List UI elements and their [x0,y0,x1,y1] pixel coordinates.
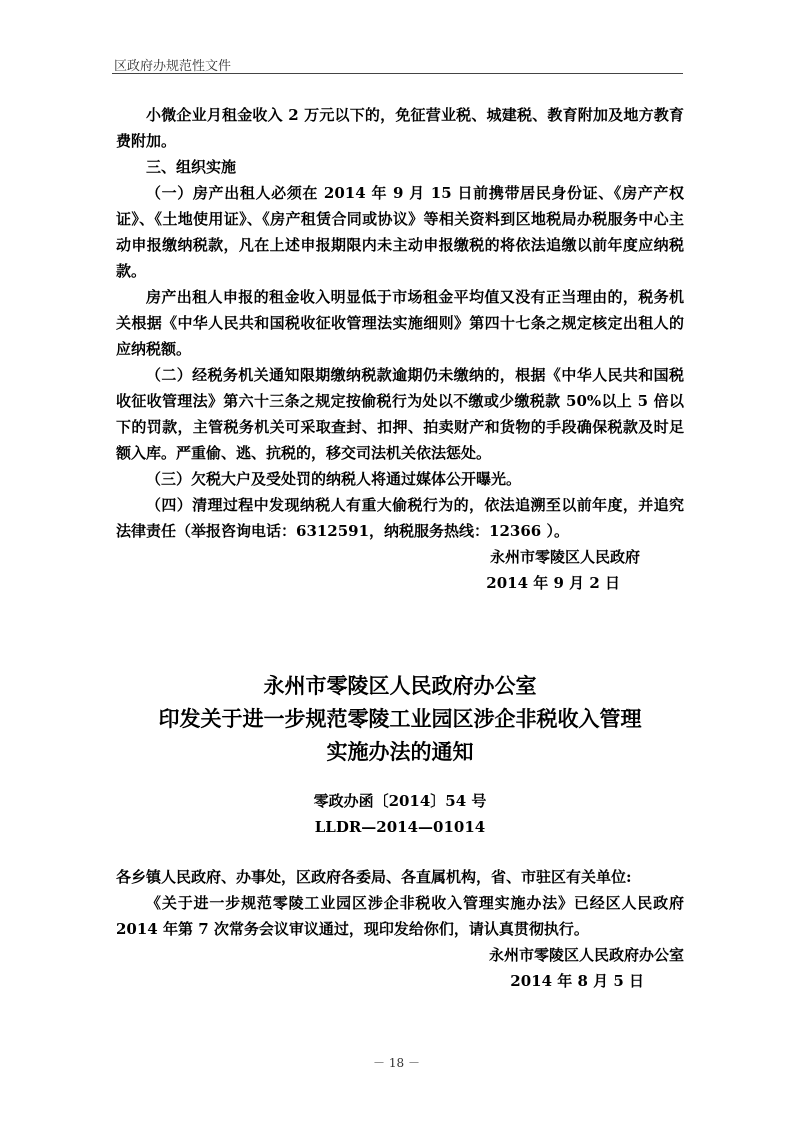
paragraph: （三）欠税大户及受处罚的纳税人将通过媒体公开曝光。 [146,470,522,488]
paragraph: （二）经税务机关通知限期缴纳税款逾期仍未缴纳的，根据《中华人民共和国税收征收管理法》第六十三条之规定按偷税行为处以不缴或少缴税款 50%以上 5 倍以下的罚款，主管税务机关可采取查封、扣押、拍卖财产和货物的手段确保税款及时足额入库。严重偷、逃、抗税的，移交司法机关依法惩处。 [116,366,684,462]
part1-body [116,102,684,596]
page-number: － 18 － [373,1056,420,1070]
document-number: 零政办函〔2014〕54 号 [313,792,487,810]
title-line: 永州市零陵区人民政府办公室 [263,674,537,698]
paragraph: 小微企业月租金收入 2 万元以下的，免征营业税、城建税、教育附加及地方教育费附加。 [116,106,684,150]
paragraph: （一）房产出租人必须在 2014 年 9 月 15 日前携带居民身份证、《房产产权证》、《土地使用证》、《房产租赁合同或协议》等相关资料到区地税局办税服务中心主动申报缴纳税款，凡在上述申报期限内未主动申报缴税的将依法追缴以前年度应纳税款。 [116,184,684,280]
document-code: LLDR—2014—01014 [314,818,486,836]
addressee: 各乡镇人民政府、办事处，区政府各委局、各直属机构，省、市驻区有关单位: [116,868,632,886]
paragraph: （四）清理过程中发现纳税人有重大偷税行为的，依法追溯至以前年度，并追究法律责任（举报咨询电话：6312591，纳税服务热线：12366 ）。 [116,496,684,540]
section-heading: 三、组织实施 [146,158,237,176]
notice-body [116,864,684,994]
signing-date: 2014 年 9 月 2 日 [486,574,620,592]
paragraph: 《关于进一步规范零陵工业园区涉企非税收入管理实施办法》已经区人民政府 2014 年第 7 次常务会议审议通过，现印发给你们，请认真贯彻执行。 [116,894,684,938]
running-header: 区政府办规范性文件 [114,59,232,74]
notice-title [116,670,684,769]
paragraph: 房产出租人申报的租金收入明显低于市场租金平均值又没有正当理由的，税务机关根据《中华人民共和国税收征收管理法实施细则》第四十七条之规定核定出租人的应纳税额。 [116,288,684,358]
header-rule [112,73,683,74]
title-line: 实施办法的通知 [326,740,474,764]
signatory: 永州市零陵区人民政府办公室 [488,946,684,964]
signatory: 永州市零陵区人民政府 [489,548,640,566]
title-line: 印发关于进一步规范零陵工业园区涉企非税收入管理 [158,707,642,731]
document-number-block [116,788,684,840]
signing-date: 2014 年 8 月 5 日 [510,972,644,990]
